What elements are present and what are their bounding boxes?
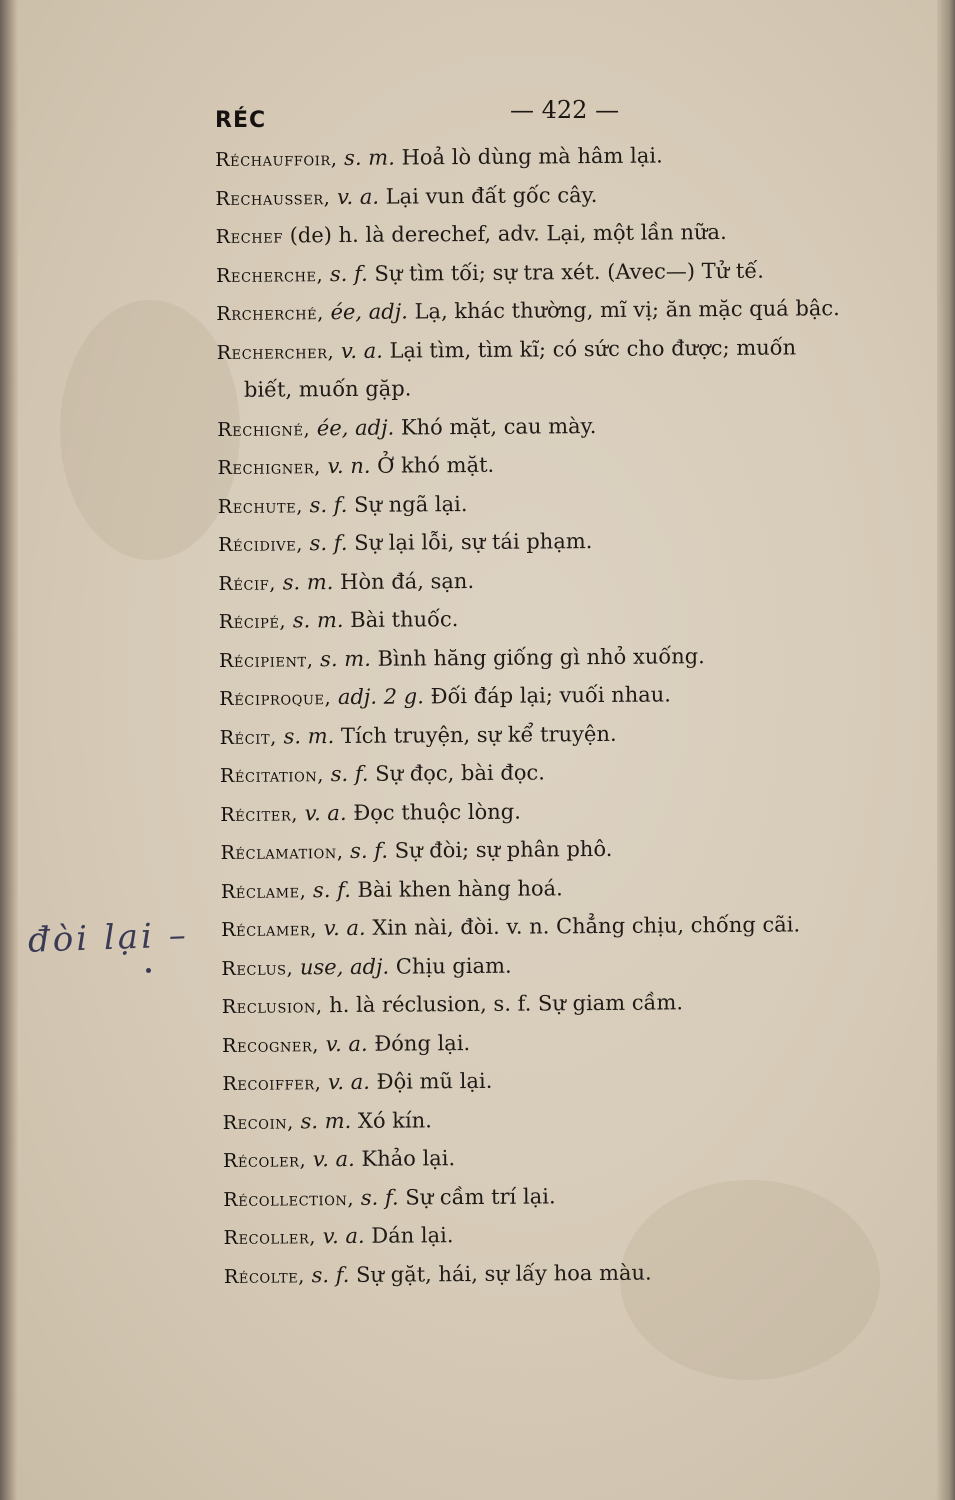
entry-definition: Ở khó mặt. bbox=[377, 452, 495, 478]
entry-definition: Đối đáp lại; vuối nhau. bbox=[430, 682, 672, 709]
entry-definition: h. là réclusion, s. f. Sự giam cầm. bbox=[329, 990, 684, 1018]
entry-grammar: adj. 2 g. bbox=[337, 684, 424, 710]
entry-headword: Récollection, bbox=[223, 1187, 355, 1211]
dictionary-entry bbox=[221, 943, 941, 987]
entry-headword: Rechausser, bbox=[215, 186, 331, 210]
dictionary-entry bbox=[216, 288, 936, 332]
dictionary-entry bbox=[218, 519, 938, 563]
entry-definition: Đóng lại. bbox=[374, 1030, 471, 1056]
entry-grammar: s. f. bbox=[329, 261, 368, 286]
entry-headword: Récoler, bbox=[222, 1149, 307, 1172]
entry-definition: (de) h. là derechef, adv. Lại, một lần nữa. bbox=[289, 219, 727, 248]
dictionary-entry bbox=[217, 365, 937, 409]
entry-grammar: s. m. bbox=[292, 608, 344, 633]
entry-grammar: v. a. bbox=[322, 1223, 365, 1249]
entry-headword: Récidive, bbox=[218, 533, 304, 556]
dictionary-entry bbox=[222, 981, 942, 1025]
dictionary-entry bbox=[215, 173, 935, 217]
dictionary-entry bbox=[220, 827, 940, 871]
entry-grammar: v. a. bbox=[325, 1031, 368, 1056]
binding-gutter bbox=[0, 0, 18, 1500]
handwritten-margin-note: đòi lại – bbox=[27, 915, 190, 961]
entry-headword: Réchauffoir, bbox=[215, 148, 338, 171]
entry-definition: Sự tìm tối; sự tra xét. (Avec—) Tử tế. bbox=[374, 258, 764, 286]
entry-headword: Recoiffer, bbox=[222, 1072, 322, 1095]
dictionary-entry bbox=[220, 750, 940, 794]
dictionary-entry bbox=[216, 211, 936, 255]
dictionary-entry bbox=[224, 1251, 944, 1295]
entry-grammar: v. a. bbox=[323, 915, 366, 941]
entry-grammar: s. m. bbox=[282, 569, 334, 594]
entry-grammar: s. f. bbox=[360, 1185, 399, 1210]
entry-headword: Reclusion, bbox=[221, 995, 323, 1018]
entry-grammar: v. a. bbox=[336, 184, 380, 209]
entry-grammar: s. f. bbox=[309, 492, 348, 517]
entry-headword: Réclamation, bbox=[220, 841, 344, 864]
dictionary-entry bbox=[223, 1097, 943, 1141]
entry-headword: Réciter, bbox=[220, 802, 299, 826]
dictionary-entry bbox=[223, 1174, 943, 1218]
dictionary-entry bbox=[220, 712, 940, 756]
dictionary-entry bbox=[217, 442, 937, 486]
running-head: RÉC bbox=[215, 108, 267, 133]
entry-grammar: v. n. bbox=[327, 453, 371, 479]
dictionary-entry bbox=[218, 558, 938, 602]
entry-definition: Hoả lò dùng mà hâm lại. bbox=[401, 143, 663, 170]
entry-list bbox=[215, 134, 944, 1295]
dictionary-entry bbox=[217, 404, 937, 448]
dictionary-entry bbox=[220, 789, 940, 833]
dictionary-entry bbox=[215, 134, 935, 178]
entry-headword: Recoin, bbox=[222, 1110, 294, 1134]
entry-definition: Lại vun đất gốc cây. bbox=[385, 182, 598, 209]
entry-grammar: s. m. bbox=[300, 1108, 352, 1133]
entry-headword: Récif, bbox=[218, 572, 277, 595]
dictionary-entry bbox=[222, 1058, 942, 1102]
entry-definition: Chịu giam. bbox=[395, 953, 512, 979]
entry-definition: Lại tìm, tìm kĩ; có sức cho được; muốn bbox=[389, 334, 797, 363]
entry-grammar: s. f. bbox=[309, 530, 348, 556]
entry-headword: Rechute, bbox=[217, 494, 304, 518]
entry-definition: Đọc thuộc lòng. bbox=[353, 799, 521, 825]
entry-definition: Đội mũ lại. bbox=[376, 1068, 493, 1094]
entry-headword: Rechef bbox=[215, 225, 284, 248]
entry-grammar: ée, adj. bbox=[330, 299, 408, 325]
entry-definition: Lạ, khác thường, mĩ vị; ăn mặc quá bậc. bbox=[414, 296, 840, 324]
entry-headword: Reclus, bbox=[221, 956, 294, 980]
entry-grammar: v. a. bbox=[340, 338, 383, 363]
entry-grammar: s. f. bbox=[312, 877, 351, 902]
entry-grammar: ée, adj. bbox=[316, 415, 395, 440]
entry-definition: Sự cầm trí lại. bbox=[405, 1183, 556, 1210]
dictionary-entry bbox=[222, 1020, 942, 1064]
entry-grammar: v. a. bbox=[312, 1146, 355, 1172]
dictionary-entry bbox=[221, 866, 941, 910]
paper-stain bbox=[60, 300, 240, 560]
entry-definition: Bài khen hàng hoá. bbox=[357, 875, 563, 902]
entry-headword: Rechercher, bbox=[216, 340, 335, 364]
entry-grammar: s. m. bbox=[320, 646, 371, 671]
entry-grammar: use, adj. bbox=[299, 954, 390, 979]
entry-definition: Khảo lại. bbox=[361, 1146, 456, 1171]
entry-definition: Sự gặt, hái, sự lấy hoa màu. bbox=[356, 1260, 652, 1287]
entry-headword: Récipé, bbox=[218, 610, 287, 633]
entry-definition: Hòn đá, sạn. bbox=[340, 568, 475, 594]
dictionary-entry bbox=[217, 327, 937, 371]
entry-headword: Recoller, bbox=[223, 1226, 317, 1249]
entry-grammar: s. f. bbox=[311, 1262, 350, 1287]
entry-grammar: s. m. bbox=[344, 145, 395, 170]
entry-headword: Récolte, bbox=[223, 1264, 305, 1288]
dictionary-entry bbox=[219, 635, 939, 679]
entry-headword: Recogner, bbox=[222, 1033, 320, 1057]
entry-grammar: v. a. bbox=[304, 800, 347, 825]
entry-definition: Xin nài, đòi. v. n. Chẳng chịu, chống cãi. bbox=[372, 912, 801, 940]
entry-grammar: s. f. bbox=[350, 838, 389, 863]
entry-headword: Réciproque, bbox=[219, 687, 332, 710]
dictionary-entry bbox=[219, 673, 939, 717]
entry-definition: Xó kín. bbox=[357, 1107, 432, 1133]
dictionary-entry bbox=[223, 1135, 943, 1179]
entry-headword: Rechigner, bbox=[217, 456, 321, 479]
entry-grammar: s. m. bbox=[283, 723, 335, 748]
entry-headword: Récitation, bbox=[219, 764, 325, 787]
entry-definition: Sự ngã lại. bbox=[354, 491, 468, 517]
entry-definition: Tích truyện, sự kể truyện. bbox=[340, 721, 617, 748]
dictionary-entry bbox=[216, 250, 936, 294]
dictionary-entry bbox=[219, 596, 939, 640]
entry-definition: biết, muốn gặp. bbox=[243, 376, 412, 402]
entry-definition: Bình hăng giống gì nhỏ xuống. bbox=[377, 643, 705, 671]
entry-headword: Rechigné, bbox=[217, 417, 311, 441]
entry-headword: Récipient, bbox=[219, 648, 314, 672]
entry-grammar: v. a. bbox=[327, 1069, 371, 1095]
entry-definition: Sự lại lỗi, sự tái phạm. bbox=[354, 529, 593, 555]
dictionary-entry bbox=[221, 904, 941, 948]
entry-definition: Sự đòi; sự phân phô. bbox=[394, 836, 613, 863]
page-number: — 422 — bbox=[510, 96, 620, 124]
entry-headword: Récit, bbox=[219, 726, 277, 749]
entry-definition: Sự đọc, bài đọc. bbox=[375, 760, 545, 786]
entry-definition: Khó mặt, cau mày. bbox=[400, 413, 597, 440]
entry-headword: Réclamer, bbox=[221, 918, 318, 941]
dictionary-entry bbox=[218, 481, 938, 525]
dictionary-entry bbox=[223, 1212, 943, 1256]
entry-definition: Bài thuốc. bbox=[350, 607, 459, 632]
entry-definition: Dán lại. bbox=[371, 1223, 454, 1248]
entry-headword: Recherche, bbox=[215, 263, 324, 287]
ink-dot bbox=[146, 968, 151, 973]
entry-headword: Réclame, bbox=[220, 879, 307, 903]
entry-headword: Rrcherché, bbox=[216, 302, 324, 325]
entry-grammar: s. f. bbox=[330, 761, 369, 787]
